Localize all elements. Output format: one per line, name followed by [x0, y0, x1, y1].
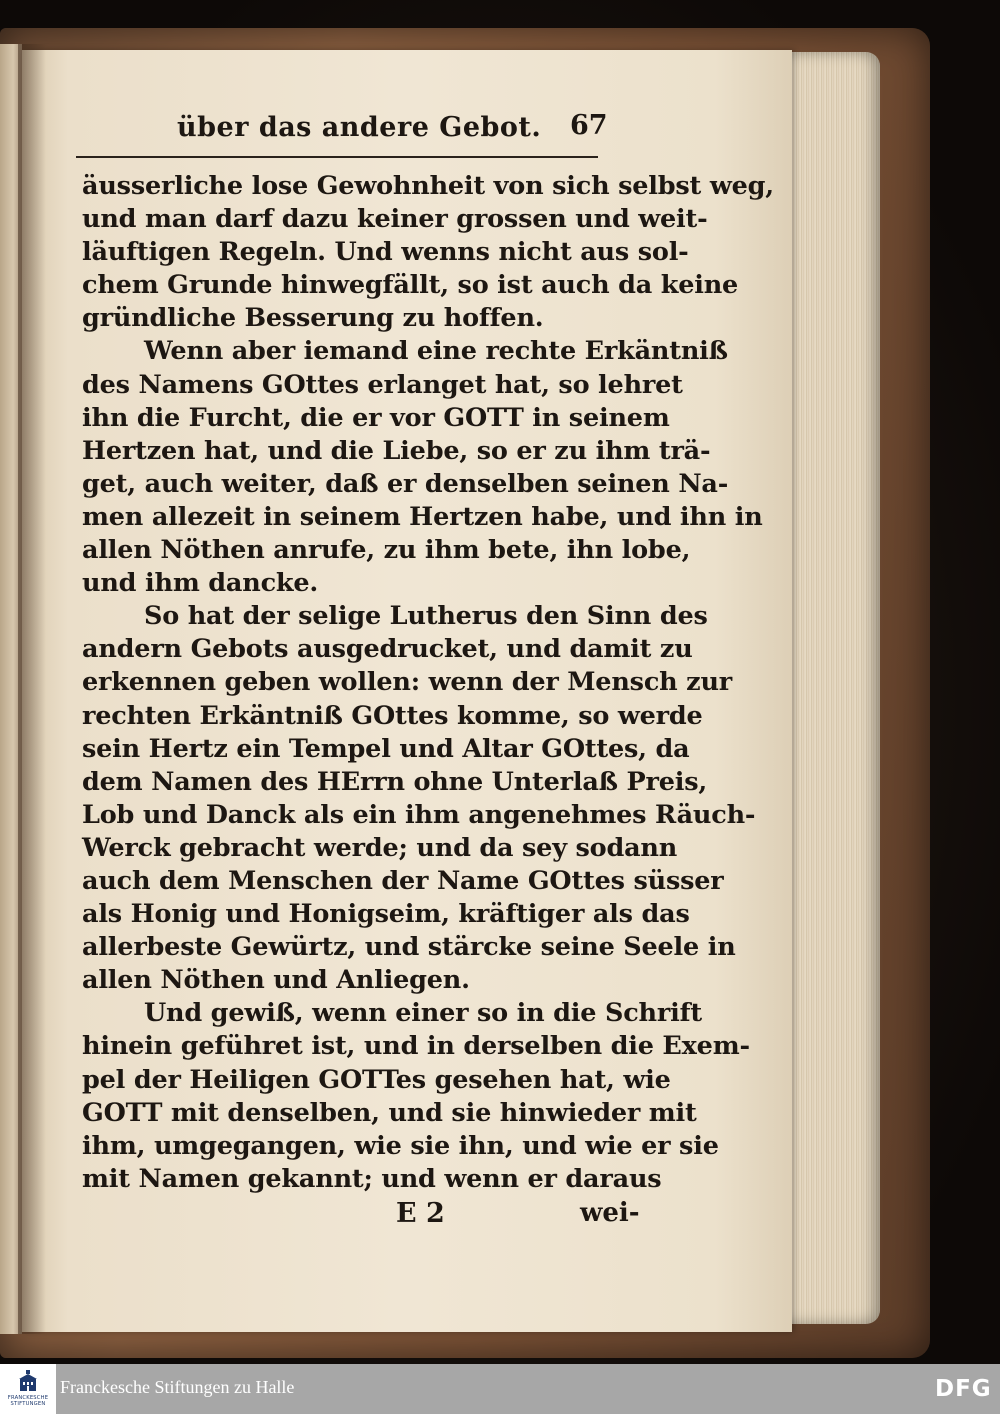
text-line: als Honig und Honigseim, kräftiger als das — [82, 899, 690, 930]
text-line: und man darf dazu keiner grossen und weit- — [82, 204, 708, 235]
logo-text-line: STIFTUNGEN — [10, 1401, 46, 1407]
text-line: pel der Heiligen GOTTes gesehen hat, wie — [82, 1064, 671, 1095]
text-line: andern Gebots ausgedrucket, und damit zu — [82, 634, 693, 665]
text-line: GOTT mit denselben, und sie hinwieder mit — [82, 1097, 697, 1128]
page-number: 67 — [570, 110, 608, 141]
book-page — [22, 50, 792, 1332]
text-line: allen Nöthen anrufe, zu ihm bete, ihn lobe, — [82, 535, 691, 566]
text-line: Hertzen hat, und die Liebe, so er zu ihm trä- — [82, 435, 711, 466]
text-line: ihm, umgegangen, wie sie ihn, und wie er sie — [82, 1130, 719, 1161]
institution-name: Franckesche Stiftungen zu Halle — [60, 1377, 295, 1397]
header-rule — [76, 156, 598, 158]
text-line: get, auch weiter, daß er denselben seinen Na- — [82, 468, 729, 499]
dfg-logo[interactable]: DFG — [935, 1376, 992, 1402]
text-line: rechten Erkäntniß GOttes komme, so werde — [82, 700, 703, 731]
text-line: mit Namen gekannt; und wenn er daraus — [82, 1163, 662, 1194]
running-head: über das andere Gebot. — [177, 112, 542, 143]
footer-bar — [0, 1364, 1000, 1414]
text-line: allen Nöthen und Anliegen. — [82, 965, 470, 996]
text-line: dem Namen des HErrn ohne Unterlaß Preis, — [82, 766, 708, 797]
text-line: sein Hertz ein Tempel und Altar GOttes, da — [82, 733, 690, 764]
text-line: allerbeste Gewürtz, und stärcke seine Seele in — [82, 932, 736, 963]
signature-mark: E 2 — [396, 1197, 445, 1229]
paragraph-start-line: So hat der selige Lutherus den Sinn des — [144, 601, 708, 632]
text-line: ihn die Furcht, die er vor GOTT in seinem — [82, 402, 670, 433]
text-line: hinein geführet ist, und in derselben die Exem- — [82, 1031, 750, 1062]
body-text — [82, 170, 774, 1196]
text-line: läuftigen Regeln. Und wenns nicht aus sol- — [82, 237, 689, 268]
paragraph-start-line: Und gewiß, wenn einer so in die Schrift — [144, 998, 702, 1029]
text-line: erkennen geben wollen: wenn der Mensch zur — [82, 667, 733, 698]
text-line: äusserliche lose Gewohnheit von sich selbst weg, — [82, 171, 774, 201]
catchword: wei- — [580, 1197, 640, 1228]
text-line: Lob und Danck als ein ihm angenehmes Räuch- — [82, 799, 756, 830]
text-line: und ihm dancke. — [82, 568, 319, 599]
institution-logo[interactable] — [0, 1364, 56, 1414]
building-icon — [18, 1370, 38, 1392]
text-line: gründliche Besserung zu hoffen. — [82, 303, 544, 334]
text-line: chem Grunde hinwegfällt, so ist auch da keine — [82, 270, 739, 301]
text-line: des Namens GOttes erlanget hat, so lehret — [82, 369, 683, 400]
logo-text-line: FRANCKESCHE — [7, 1395, 49, 1401]
logo-text — [3, 1395, 53, 1407]
page-gutter-shadow — [18, 44, 46, 1334]
text-line: Werck gebracht werde; und da sey sodann — [82, 832, 678, 863]
text-line: auch dem Menschen der Name GOttes süsser — [82, 865, 724, 896]
page-footer — [82, 1198, 667, 1238]
paragraph-start-line: Wenn aber iemand eine rechte Erkäntniß — [144, 336, 728, 367]
page-header — [82, 108, 667, 158]
page-content — [82, 108, 774, 1238]
text-line: men allezeit in seinem Hertzen habe, und ihn in — [82, 501, 763, 532]
